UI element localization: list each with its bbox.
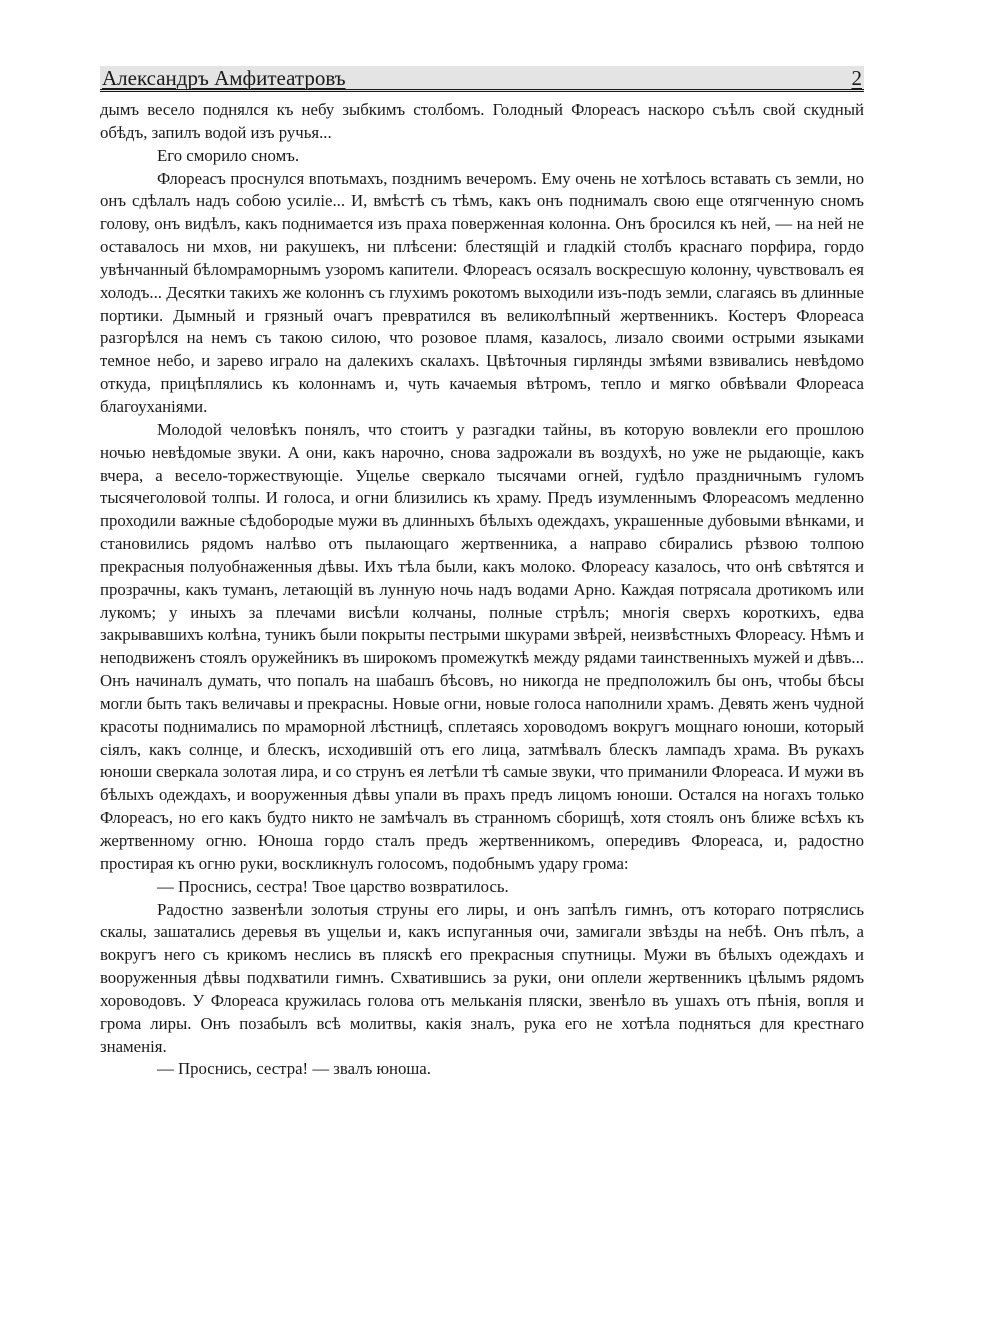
paragraph: Его сморило сномъ. — [157, 145, 300, 165]
paragraph: Радостно зазвенѣли золотыя струны его лиры, и онъ запѣлъ гимнъ, отъ котораго потряслись скалы, зашатались деревья въ ущельи и, какъ испуганныя очи, замигали звѣзды на небѣ. Онъ пѣлъ, а вокругъ него съ крикомъ неслись въ пляскѣ его прекрасныя спутницы. Мужи въ бѣлыхъ одеждахъ и вооруженныя дѣвы подхватили гимнъ. Схватившись за руки, они оплели жертвенникъ цѣлымъ рядомъ хороводовъ. У Флореаса кружилась голова отъ мельканія пляски, звенѣло въ ушахъ отъ пѣнія, вопля и грома лиры. Онъ позабылъ всѣ молитвы, какія зналъ, рука его не хотѣла подняться для крестнаго знаменія. — [100, 899, 864, 1056]
paragraph: Молодой человѣкъ понялъ, что стоитъ у разгадки тайны, въ которую вовлекли его прошлою ночью невѣдомые звуки. А они, какъ нарочно, снова задрожали въ воздухѣ, но уже не рыдающіе, какъ вчера, а весело-торжествующіе. Ущелье сверкало тысячами огней, гудѣло праздничнымъ гуломъ тысячеголовой толпы. И голоса, и огни близились къ храму. Предъ изумленнымъ Флореасомъ медленно проходили важные сѣдобородые мужи въ длинныхъ бѣлыхъ одеждахъ, украшенные дубовыми вѣнками, и становились рядомъ налѣво отъ пылающаго жертвенника, а направо сбирались рѣзвою толпою прекрасныя полуобнаженныя дѣвы. Ихъ тѣла были, какъ молоко. Флореасу казалось, что онѣ свѣтятся и прозрачны, какъ туманъ, летающій въ лунную ночь надъ водами Арно. Каждая потрясала дротикомъ или лукомъ; у иныхъ за плечами висѣли колчаны, полные стрѣлъ; многія сверхъ короткихъ, едва закрывавшихъ колѣна, туникъ были покрыты пестрыми шкурами звѣрей, неизвѣстныхъ Флореасу. Нѣмъ и неподвиженъ стоялъ оружейникъ въ широкомъ промежуткѣ между рядами таинственныхъ мужей и дѣвъ... Онъ начиналъ думать, что попалъ на шабашъ бѣсовъ, но никогда не предположилъ бы онъ, чтобы бѣсы могли быть такъ величавы и прекрасны. Новые огни, новые голоса наполнили храмъ. Девять женъ чудной красоты поднимались по мраморной лѣстницѣ, сплетаясь хороводомъ вокругъ мощнаго юноши, который сіялъ, какъ солнце, и блескъ, исходившій отъ его лица, затмѣвалъ блескъ лампадъ храма. Въ рукахъ юноши сверкала золотая лира, и со струнъ ея летѣли тѣ самые звуки, что приманили Флореаса. И мужи въ бѣлыхъ одеждахъ, и вооруженныя дѣвы упали въ прахъ предъ лицомъ юноши. Остался на ногахъ только Флореасъ, но его какъ будто никто не замѣчалъ въ странномъ сборищѣ, хотя стоялъ онъ ближе всѣхъ къ жертвенному огню. Юноша гордо сталъ предъ жертвенникомъ, опередивъ Флореаса, и, радостно простирая къ огню руки, воскликнулъ голосомъ, подобнымъ удару грома: — [100, 419, 864, 873]
page-number: 2 — [851, 66, 862, 90]
paragraph: — Проснись, сестра! — звалъ юноша. — [157, 1059, 431, 1079]
paragraph: дымъ весело поднялся къ небу зыбкимъ столбомъ. Голодный Флореасъ наскоро съѣлъ свой скудный обѣдъ, запилъ водой изъ ручья... — [100, 100, 864, 142]
paragraph: — Проснись, сестра! Твое царство возвратилось. — [157, 876, 509, 896]
paragraph: Флореасъ проснулся впотьмахъ, позднимъ вечеромъ. Ему очень не хотѣлось вставать съ земли, но онъ сдѣлалъ надъ собою усиліе... И, вмѣстѣ съ тѣмъ, какъ онъ поднималъ свою еще отягченную сномъ голову, онъ видѣлъ, какъ поднимается изъ праха поверженная колонна. Онъ бросился къ ней, — на ней не оставалось ни мхов, ни ракушекъ, ни плѣсени: блестящій и гладкій столбъ краснаго порфира, гордо увѣнчанный бѣломраморнымъ узоромъ капители. Флореасъ осязалъ воскресшую колонну, чувствовалъ ея холодъ... Десятки такихъ же колоннъ съ глухимъ рокотомъ выходили изъ-подъ земли, слагаясь въ длинные портики. Дымный и грязный очагъ превратился въ великолѣпный жертвенникъ. Костеръ Флореаса разгорѣлся на немъ съ такою силою, что розовое пламя, казалось, лизало своими острыми языками темное небо, и зарево играло на далекихъ скалахъ. Цвѣточныя гирлянды змѣями взвивались невѣдомо откуда, прицѣплялись къ колоннамъ и, чуть качаемыя вѣтромъ, тепло и мягко обвѣвали Флореаса благоуханіями. — [100, 168, 864, 416]
page-header — [100, 66, 864, 92]
header-title: Александръ Амфитеатровъ — [102, 66, 346, 90]
text-body — [100, 99, 864, 1081]
